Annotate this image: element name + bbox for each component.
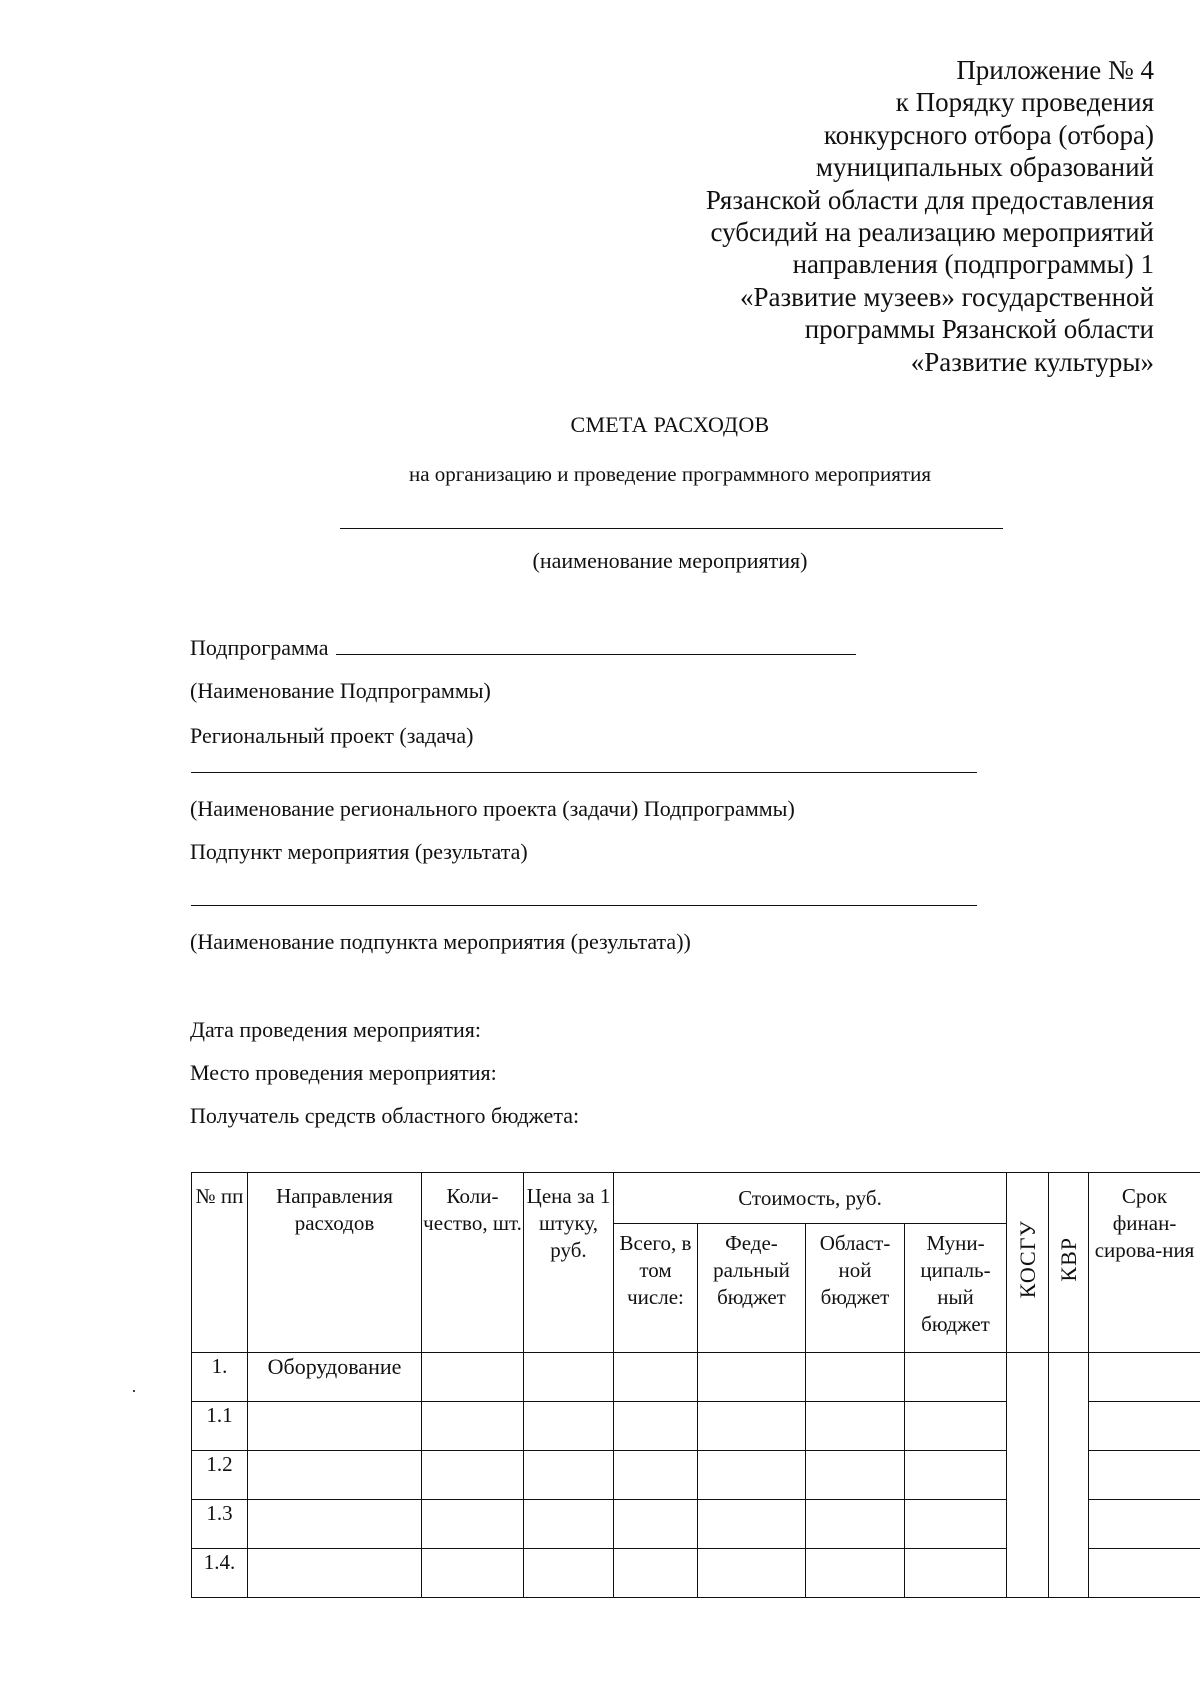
row-total-cell[interactable] xyxy=(614,1353,698,1402)
document-subtitle: на организацию и проведение программного мероприятия xyxy=(408,462,932,486)
kvr-merged-cell[interactable] xyxy=(1049,1353,1089,1598)
event-name-line[interactable] xyxy=(340,528,1003,529)
header-kvr xyxy=(1049,1173,1089,1353)
appendix-line: муниципальных образований xyxy=(815,152,1154,183)
header-regional: Област-ной бюджет xyxy=(806,1224,905,1353)
row-term-cell[interactable] xyxy=(1089,1549,1200,1598)
funds-recipient-label: Получатель средств областного бюджета: xyxy=(190,1103,580,1128)
row-regional-cell[interactable] xyxy=(806,1500,905,1549)
row-total-cell[interactable] xyxy=(614,1500,698,1549)
row-municipal-cell[interactable] xyxy=(905,1353,1007,1402)
header-price: Цена за 1 штуку, руб. xyxy=(524,1173,614,1353)
appendix-line: «Развитие музеев» государственной xyxy=(740,281,1154,312)
header-quantity: Коли-чество, шт. xyxy=(422,1173,524,1353)
subitem-input-line[interactable] xyxy=(191,905,977,906)
row-number: 1.1 xyxy=(192,1402,248,1451)
header-number: № пп xyxy=(192,1173,248,1353)
row-price-cell[interactable] xyxy=(524,1500,614,1549)
header-kvr-label: КВР xyxy=(1056,1236,1082,1282)
header-directions: Направления расходов xyxy=(248,1173,422,1353)
row-municipal-cell[interactable] xyxy=(905,1549,1007,1598)
subitem-label: Подпункт мероприятия (результата) xyxy=(190,839,528,864)
row-regional-cell[interactable] xyxy=(806,1402,905,1451)
row-federal-cell[interactable] xyxy=(698,1549,806,1598)
row-municipal-cell[interactable] xyxy=(905,1402,1007,1451)
appendix-line: конкурсного отбора (отбора) xyxy=(823,119,1154,150)
row-total-cell[interactable] xyxy=(614,1402,698,1451)
header-total: Всего, в том числе: xyxy=(614,1224,698,1353)
row-term-cell[interactable] xyxy=(1089,1500,1200,1549)
appendix-line: направления (подпрограммы) 1 xyxy=(792,249,1154,280)
subprogram-caption: (Наименование Подпрограммы) xyxy=(190,678,491,703)
appendix-line: субсидий на реализацию мероприятий xyxy=(710,217,1154,248)
row-federal-cell[interactable] xyxy=(698,1353,806,1402)
row-number: 1.3 xyxy=(192,1500,248,1549)
header-federal: Феде-ральный бюджет xyxy=(698,1224,806,1353)
subprogram-input-line[interactable] xyxy=(336,634,856,655)
row-price-cell[interactable] xyxy=(524,1451,614,1500)
row-regional-cell[interactable] xyxy=(806,1451,905,1500)
row-direction[interactable]: Оборудование xyxy=(248,1353,422,1402)
subprogram-field xyxy=(190,634,856,661)
regional-project-label: Региональный проект (задача) xyxy=(190,723,474,748)
header-municipal: Муни-ципаль-ный бюджет xyxy=(905,1224,1007,1353)
scan-speck xyxy=(133,1390,135,1392)
regional-project-input-line[interactable] xyxy=(191,772,977,773)
row-direction[interactable] xyxy=(248,1500,422,1549)
header-cost: Стоимость, руб. xyxy=(614,1173,1007,1224)
row-price-cell[interactable] xyxy=(524,1402,614,1451)
appendix-block xyxy=(634,54,1154,378)
row-price-cell[interactable] xyxy=(524,1353,614,1402)
header-funding-term: Срок финан-сирова-ния xyxy=(1089,1173,1200,1353)
header-kosgu xyxy=(1007,1173,1049,1353)
row-direction[interactable] xyxy=(248,1549,422,1598)
row-regional-cell[interactable] xyxy=(806,1353,905,1402)
row-federal-cell[interactable] xyxy=(698,1402,806,1451)
row-price-cell[interactable] xyxy=(524,1549,614,1598)
row-quantity-cell[interactable] xyxy=(422,1402,524,1451)
row-quantity-cell[interactable] xyxy=(422,1500,524,1549)
event-date-label: Дата проведения мероприятия: xyxy=(190,1017,481,1042)
appendix-line: программы Рязанской области xyxy=(804,314,1154,345)
header-kosgu-label: КОСГУ xyxy=(1015,1219,1041,1299)
row-quantity-cell[interactable] xyxy=(422,1451,524,1500)
table-header-row xyxy=(192,1173,1200,1224)
subitem-caption: (Наименование подпункта мероприятия (результата)) xyxy=(190,929,691,954)
event-name-caption: (наименование мероприятия) xyxy=(532,548,808,573)
kosgu-merged-cell[interactable] xyxy=(1007,1353,1049,1598)
appendix-line: Рязанской области для предоставления xyxy=(705,184,1154,215)
appendix-line: Приложение № 4 xyxy=(956,55,1154,85)
row-regional-cell[interactable] xyxy=(806,1549,905,1598)
row-number: 1.2 xyxy=(192,1451,248,1500)
subprogram-label: Подпрограмма xyxy=(190,635,329,660)
appendix-line: к Порядку проведения xyxy=(895,87,1154,118)
appendix-line: «Развитие культуры» xyxy=(910,346,1154,377)
row-direction[interactable] xyxy=(248,1451,422,1500)
regional-project-caption: (Наименование регионального проекта (задачи) Подпрограммы) xyxy=(190,796,795,821)
row-total-cell[interactable] xyxy=(614,1451,698,1500)
row-municipal-cell[interactable] xyxy=(905,1500,1007,1549)
row-term-cell[interactable] xyxy=(1089,1451,1200,1500)
row-number: 1.4. xyxy=(192,1549,248,1598)
row-total-cell[interactable] xyxy=(614,1549,698,1598)
row-municipal-cell[interactable] xyxy=(905,1451,1007,1500)
cost-estimate-table xyxy=(191,1172,1200,1598)
row-term-cell[interactable] xyxy=(1089,1353,1200,1402)
row-term-cell[interactable] xyxy=(1089,1402,1200,1451)
row-federal-cell[interactable] xyxy=(698,1500,806,1549)
row-quantity-cell[interactable] xyxy=(422,1353,524,1402)
row-quantity-cell[interactable] xyxy=(422,1549,524,1598)
row-federal-cell[interactable] xyxy=(698,1451,806,1500)
row-number: 1. xyxy=(192,1353,248,1402)
table-row xyxy=(192,1353,1200,1402)
row-direction[interactable] xyxy=(248,1402,422,1451)
document-title: СМЕТА РАСХОДОВ xyxy=(570,412,770,437)
event-place-label: Место проведения мероприятия: xyxy=(190,1060,497,1085)
